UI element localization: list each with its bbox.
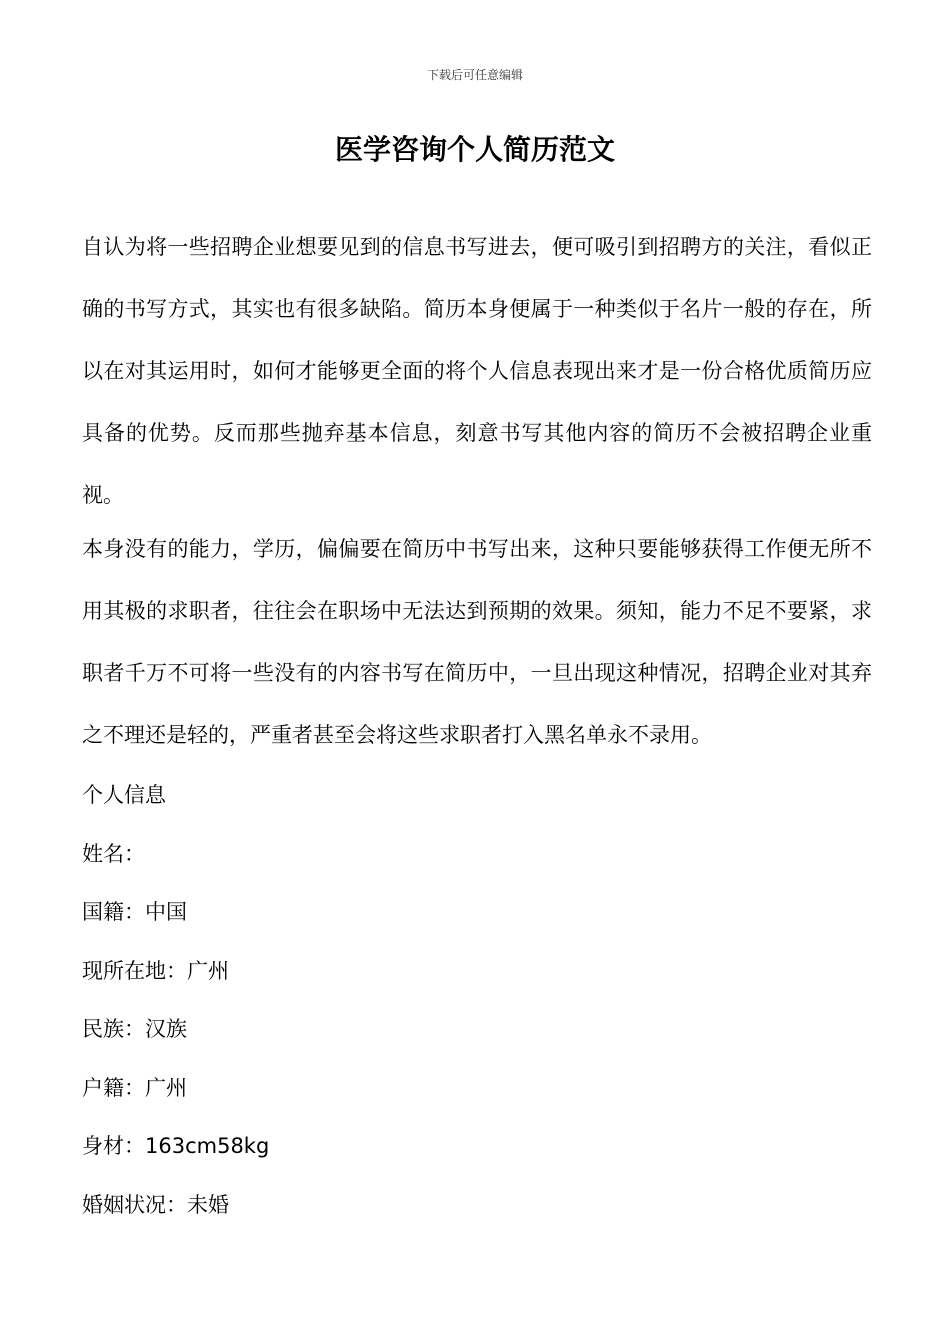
personal-info-section xyxy=(82,766,872,1234)
header-note: 下载后可任意编辑 xyxy=(426,68,523,82)
info-row-marital-status: 婚姻状况：未婚 xyxy=(82,1192,229,1217)
info-row-physique: 身材：163cm58kg xyxy=(82,1134,270,1158)
info-row-name: 姓名： xyxy=(82,841,145,866)
warning-paragraph: 本身没有的能力，学历，偏偏要在简历中书写出来，这种只要能够获得工作便无所不用其极的求职者，往往会在职场中无法达到预期的效果。须知，能力不足不要紧，求职者千万不可将一些没有的内容书写在简历中，一旦出现这种情况，招聘企业对其弃之不理还是轻的，严重者甚至会将这些求职者打入黑名单永不录用。 xyxy=(82,537,872,747)
info-row-household: 户籍：广州 xyxy=(82,1075,187,1100)
personal-info-heading: 个人信息 xyxy=(82,783,166,807)
document-body xyxy=(82,216,872,1234)
info-row-nationality: 国籍：中国 xyxy=(82,900,187,924)
info-row-ethnicity: 民族：汉族 xyxy=(82,1017,187,1041)
info-row-location: 现所在地：广州 xyxy=(82,958,229,983)
document-title: 医学咨询个人简历范文 xyxy=(334,133,615,166)
intro-paragraph: 自认为将一些招聘企业想要见到的信息书写进去，便可吸引到招聘方的关注，看似正确的书写方式，其实也有很多缺陷。简历本身便属于一种类似于名片一般的存在，所以在对其运用时，如何才能够更全面的将个人信息表现出来才是一份合格优质简历应具备的优势。反而那些抛弃基本信息，刻意书写其他内容的简历不会被招聘企业重视。 xyxy=(82,235,872,507)
